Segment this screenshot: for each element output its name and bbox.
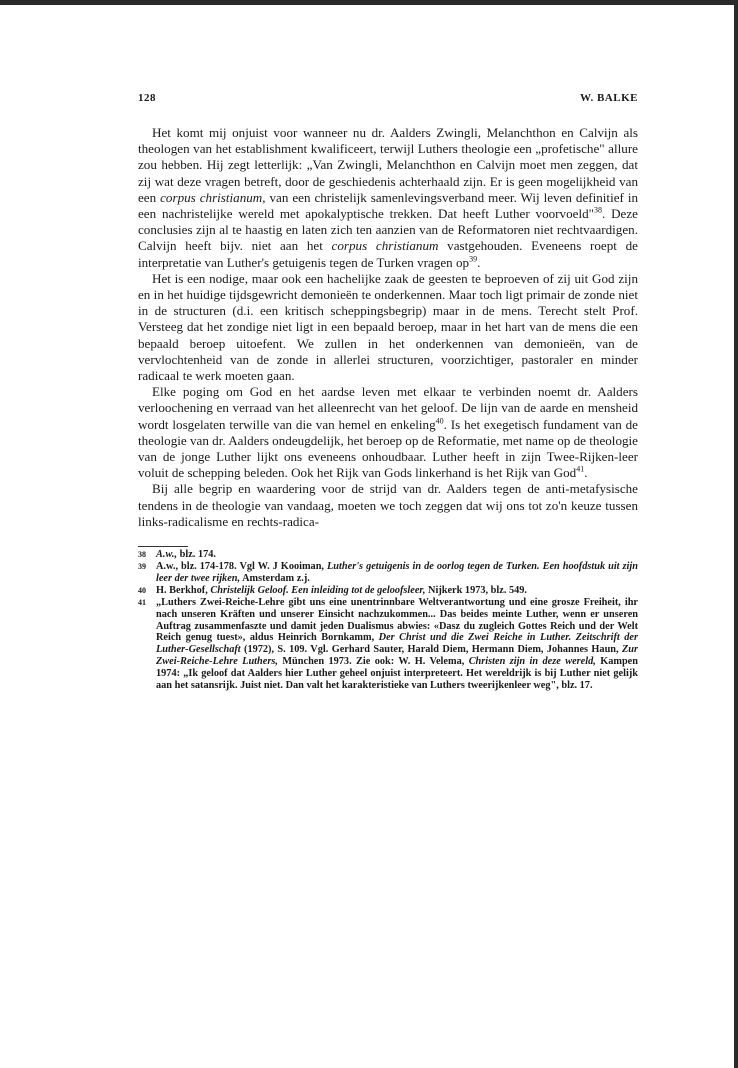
page xyxy=(138,92,638,692)
paragraph-2: Het is een nodige, maar ook een hachelijke zaak de geesten te beproeven of zij uit God zijn en in het huidige tijdsgewricht demonieën te onderkennen. Maar toch ligt primair de zonde niet in de structuren (d.i. een kritisch scheppingsbegrip) maar in de mens. Terecht stelt Prof. Versteeg dat het zondige niet ligt in een bepaald beroep, maar in het hart van de mens die een bepaald beroep uitoefent. We zullen in het onderkennen van demonieën, van de vervlochtenheid van de zonde in allerlei structuren, voorzichtiger, pastoraler en minder radicaal te werk moeten gaan. xyxy=(138,270,638,384)
running-head-author: W. BALKE xyxy=(579,92,638,104)
footnote-41 xyxy=(138,597,638,692)
scan-border-top xyxy=(0,0,738,5)
page-number: 128 xyxy=(138,92,156,104)
footnote-text: A.w., blz. 174-178. Vgl W. J Kooiman, Luther's getuigenis in de oorlog tegen de Turken. Een hoofdstuk uit zijn leer der twee rijken, Amsterdam z.j. xyxy=(156,560,638,584)
body-text xyxy=(138,125,638,530)
footnote-rule xyxy=(138,546,188,547)
footnote-text: A.w., blz. 174. xyxy=(156,549,216,561)
paragraph-3: Elke poging om God en het aardse leven met elkaar te verbinden noemt dr. Aalders verloochening en verraad van het alleenrecht van het geloof. De lijn van de aarde en mensheid wordt losgelaten terwille van die van hemel en enkeling$^{40}$. Is het exegetisch fundament van de theologie van dr. Aalders ondeugdelijk, het beroep op de Reformatie, met name op de theologie van de jonge Luther lijkt ons eveneens onhoudbaar. Luther heeft in zijn Twee-Rijken-leer voluit de schepping beleden. Ook het Rijk van Gods linkerhand is het Rijk van God$^{41}$. xyxy=(138,384,638,481)
footnote-text: H. Berkhof, Christelijk Geloof. Een inleiding tot de geloofsleer, Nijkerk 1973, blz. 549. xyxy=(156,584,527,596)
footnote-number: 39 xyxy=(138,561,146,571)
note-ref-41: 41 xyxy=(576,464,585,474)
footnote-38 xyxy=(138,549,638,561)
footnote-39 xyxy=(138,561,638,585)
paragraph-1: Het komt mij onjuist voor wanneer nu dr. Aalders Zwingli, Melanchthon en Calvijn als theologen van het establishment kwalificeert, terwijl Luthers theologie een „profetische" allure zou hebben. Hij zegt letterlijk: „Van Zwingli, Melanchthon en Calvijn moet men zeggen, dat zij wat deze vragen betreft, door de geschiedenis achterhaald zijn. Er is geen mogelijkheid van een corpus christianum, van een christelijk samenlevingsverband meer. Wij leven definitief in een nachristelijke wereld met apokalyptische trekken. Dat heeft Luther voorvoeld"$^{38}$. Deze conclusies zijn al te haastig en laten zich ten aanzien van de Reformatoren niet rechtvaardigen. Calvijn heeft bijv. niet aan het corpus christianum vastgehouden. Eveneens roept de interpretatie van Luther's getuigenis tegen de Turken vragen $op^{39}$. xyxy=(138,125,639,270)
scan-border-right xyxy=(734,0,738,1068)
footnote-number: 41 xyxy=(138,597,146,607)
note-ref-38: 38 xyxy=(593,205,602,215)
paragraph-4: Bij alle begrip en waardering voor de strijd van dr. Aalders tegen de anti-metafysische tendens in de theologie van vandaag, moeten we toch zeggen dat wij ons tot zo'n keuze tussen links-radicalisme en rechts-radica- xyxy=(138,481,638,529)
footnote-number: 40 xyxy=(138,585,146,595)
running-header xyxy=(138,92,638,108)
note-ref-39: 39 xyxy=(469,254,478,264)
footnotes xyxy=(138,549,638,692)
note-ref-40: 40 xyxy=(435,416,444,426)
footnote-40 xyxy=(138,585,638,597)
footnote-text: „Luthers Zwei-Reiche-Lehre gibt uns eine unentrinnbare Weltverantwortung und eine grosze Freiheit, ihr nach unseren Kräften und unserer Einsicht nachzukommen... Das beides meinte Luther, wenn er unseren Auftrag zusammenfaszte und damit jeden Dualismus abwies: «Dasz du zugleich Gottes Reich und der Welt Reich genug tuest», aldus Heinrich Bornkamm, Der Christ und die Zwei Reiche in Luther. Zeitschrift der Luther-Gesellschaft (1972), S. 109. Vgl. Gerhard Sauter, Harald Diem, Hermann Diem, Johannes Haun, Zur Zwei-Reiche-Lehre Luthers, München 1973. Zie ook: W. H. Velema, Christen zijn in deze wereld, Kampen 1974: „Ik geloof dat Aalders hier Luther geheel onjuist interpreteert. Het wereldrijk is bij Luther niet gelijk aan het satansrijk. Juist niet. Dan valt het karakteristieke van Luthers tweerijkenleer weg", blz. 17. xyxy=(156,596,638,692)
footnote-number: 38 xyxy=(138,550,146,560)
